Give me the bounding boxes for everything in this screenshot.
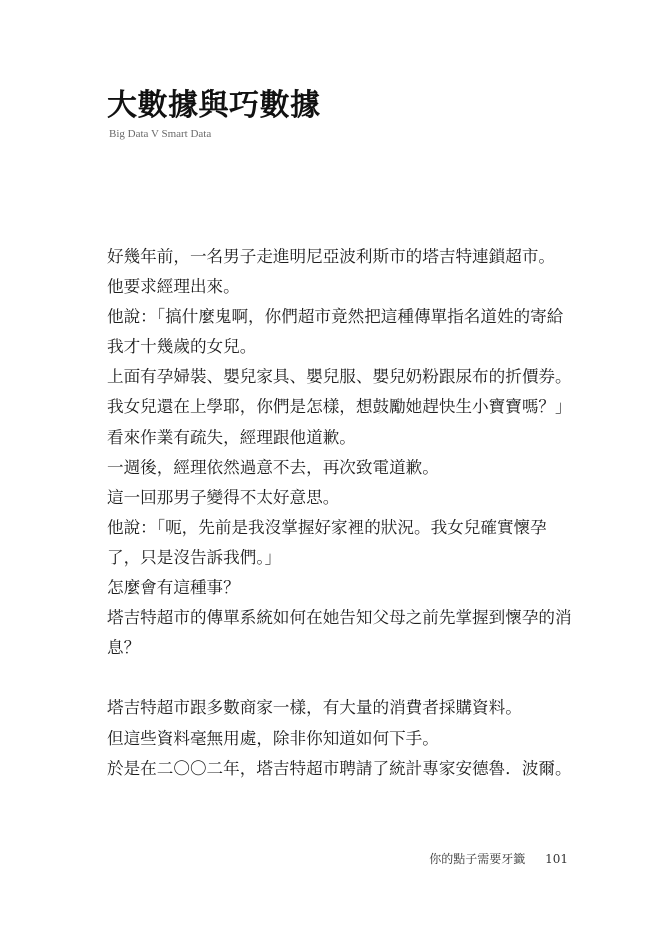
- chapter-title: 大數據與巧數據: [107, 88, 321, 123]
- text-line: 於是在二〇〇二年，塔吉特超市聘請了統計專家安德魯．波爾。: [107, 758, 572, 778]
- running-book-title: 你的點子需要牙籤: [429, 852, 526, 866]
- text-line: 他說：「呃，先前是我沒掌握好家裡的狀況。我女兒確實懷孕: [107, 517, 547, 537]
- text-line: 一週後，經理依然過意不去，再次致電道歉。: [107, 457, 439, 477]
- text-line: 息？: [107, 638, 141, 658]
- text-line: 塔吉特超市跟多數商家一樣，有大量的消費者採購資料。: [107, 698, 522, 718]
- text-line: 好幾年前，一名男子走進明尼亞波利斯市的塔吉特連鎖超市。: [107, 247, 556, 266]
- text-line: 看來作業有疏失，經理跟他道歉。: [107, 427, 356, 447]
- text-line: 這一回那男子變得不太好意思。: [107, 487, 340, 507]
- text-line: 他要求經理出來。: [107, 277, 240, 297]
- page-number: 101: [545, 852, 568, 866]
- text-line: 他說：「搞什麼鬼啊，你們超市竟然把這種傳單指名道姓的寄給: [107, 307, 564, 327]
- paragraph-gap: [107, 663, 577, 693]
- text-line: 上面有孕婦裝、嬰兒家具、嬰兒服、嬰兒奶粉跟尿布的折價券。: [107, 367, 572, 387]
- paragraph: [107, 693, 577, 783]
- text-line: 我才十幾歲的女兒。: [107, 337, 257, 357]
- text-line: 塔吉特超市的傳單系統如何在她告知父母之前先掌握到懷孕的消: [107, 608, 572, 628]
- text-line: 了，只是沒告訴我們。」: [107, 547, 282, 567]
- text-line: 但這些資料毫無用處，除非你知道如何下手。: [107, 728, 439, 748]
- page-footer: [429, 851, 568, 867]
- body-text: [107, 242, 577, 784]
- text-line: 怎麼會有這種事？: [107, 578, 240, 598]
- chapter-subtitle: Big Data V Smart Data: [109, 128, 212, 140]
- text-line: 我女兒還在上學耶，你們是怎樣，想鼓勵她趕快生小寶寶嗎？」: [107, 397, 572, 417]
- paragraph: [107, 242, 577, 663]
